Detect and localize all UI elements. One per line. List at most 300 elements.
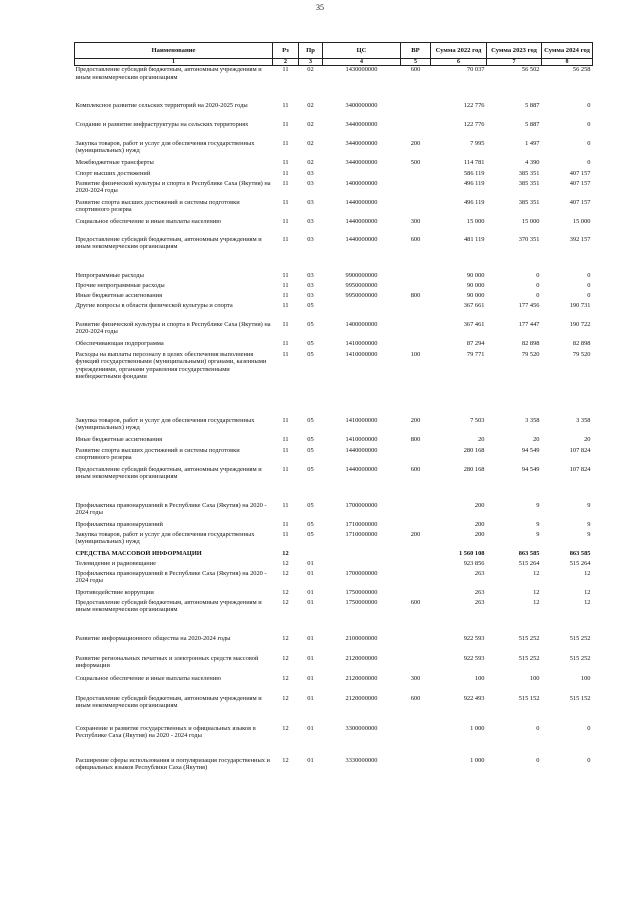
row-pr: 02 bbox=[307, 120, 314, 128]
row-name: Предоставление субсидий бюджетным, автономным учреждениям и иным некоммерческим организациям bbox=[75, 235, 262, 251]
row-sum-2022: 7 995 bbox=[470, 139, 485, 147]
row-cs: 1710000000 bbox=[345, 530, 378, 538]
row-pr: 05 bbox=[307, 501, 314, 509]
row-sum-2024: 0 bbox=[587, 120, 591, 128]
row-pr: 01 bbox=[307, 569, 314, 577]
row-sum-2024: 515 152 bbox=[569, 694, 591, 702]
table-row bbox=[75, 66, 593, 102]
row-name: Сохранение и развитие государственных и официальных языков в Республике Саха (Якутия) на 2020 - 2024 годы bbox=[75, 724, 256, 740]
row-name: Создание и развитие инфраструктуры на сельских территориях bbox=[75, 120, 249, 128]
row-name: Спорт высших достижений bbox=[75, 169, 151, 177]
table-row bbox=[75, 417, 593, 436]
column-number: 7 bbox=[487, 59, 542, 66]
row-sum-2024: 407 157 bbox=[569, 198, 591, 206]
row-sum-2022: 1 000 bbox=[470, 724, 485, 732]
table-row bbox=[75, 340, 593, 351]
row-sum-2023: 5 887 bbox=[525, 120, 540, 128]
row-sum-2022: 367 461 bbox=[463, 320, 485, 328]
row-rz: 12 bbox=[282, 588, 289, 596]
row-sum-2023: 515 252 bbox=[518, 634, 540, 642]
row-sum-2023: 82 898 bbox=[521, 339, 540, 347]
row-pr: 03 bbox=[307, 217, 314, 225]
row-cs: 9950000000 bbox=[345, 281, 378, 289]
row-pr: 03 bbox=[307, 235, 314, 243]
row-sum-2023: 385 351 bbox=[518, 169, 540, 177]
row-sum-2023: 515 152 bbox=[518, 694, 540, 702]
row-name: Прочие непрограммные расходы bbox=[75, 281, 165, 289]
row-sum-2023: 9 bbox=[536, 501, 540, 509]
row-cs: 1410000000 bbox=[345, 416, 378, 424]
table-row bbox=[75, 560, 593, 570]
row-name: Противодействие коррупции bbox=[75, 588, 154, 596]
column-number: 5 bbox=[401, 59, 431, 66]
table-row bbox=[75, 655, 593, 675]
row-sum-2023: 4 390 bbox=[525, 158, 540, 166]
row-sum-2022: 280 168 bbox=[463, 446, 485, 454]
row-vr bbox=[401, 757, 431, 783]
table-row bbox=[75, 218, 593, 236]
row-sum-2024: 100 bbox=[580, 674, 591, 682]
row-name: Расходы на выплаты персоналу в целях обеспечения выполнения функций государственными (муниципальными) органами, казенными учреждениями, органами управления государственными внебюджетными фондами bbox=[75, 350, 267, 381]
header-sum-2023: Сумма 2023 год bbox=[487, 43, 542, 59]
row-cs: 3300000000 bbox=[345, 724, 378, 732]
row-sum-2022: 922 493 bbox=[463, 694, 485, 702]
row-rz: 12 bbox=[282, 598, 289, 606]
row-sum-2023: 15 000 bbox=[521, 217, 540, 225]
row-sum-2024: 0 bbox=[587, 724, 591, 732]
row-sum-2023: 0 bbox=[536, 291, 540, 299]
row-cs: 2120000000 bbox=[345, 674, 378, 682]
row-cs: 3330000000 bbox=[345, 756, 378, 764]
row-pr: 02 bbox=[307, 158, 314, 166]
row-rz: 11 bbox=[282, 169, 289, 177]
row-rz: 11 bbox=[282, 139, 289, 147]
page-number: 35 bbox=[316, 3, 324, 12]
row-vr: 600 bbox=[410, 598, 421, 606]
column-number: 2 bbox=[273, 59, 299, 66]
row-vr: 100 bbox=[410, 350, 421, 358]
header-row bbox=[75, 43, 593, 59]
row-rz: 11 bbox=[282, 235, 289, 243]
row-pr: 03 bbox=[307, 198, 314, 206]
row-cs: 1440000000 bbox=[345, 217, 378, 225]
table-row bbox=[75, 170, 593, 180]
row-sum-2023: 0 bbox=[536, 281, 540, 289]
row-cs: 3400000000 bbox=[345, 101, 378, 109]
row-vr bbox=[401, 635, 431, 655]
row-cs: 1750000000 bbox=[345, 598, 378, 606]
row-sum-2023: 863 585 bbox=[518, 549, 540, 557]
row-vr: 500 bbox=[410, 158, 421, 166]
row-sum-2022: 922 593 bbox=[463, 654, 485, 662]
row-pr: 02 bbox=[307, 101, 314, 109]
row-sum-2023: 12 bbox=[533, 588, 540, 596]
row-vr bbox=[401, 655, 431, 675]
row-rz: 11 bbox=[282, 217, 289, 225]
row-sum-2024: 515 264 bbox=[569, 559, 591, 567]
column-number: 6 bbox=[431, 59, 487, 66]
row-sum-2024: 863 585 bbox=[569, 549, 591, 557]
row-rz: 12 bbox=[282, 634, 289, 642]
row-name: Предоставление субсидий бюджетным, автономным учреждениям и иным некоммерческим организациям bbox=[75, 598, 262, 614]
row-sum-2022: 90 000 bbox=[466, 281, 485, 289]
row-sum-2024: 12 bbox=[584, 569, 591, 577]
row-pr: 01 bbox=[307, 598, 314, 606]
row-pr: 01 bbox=[307, 674, 314, 682]
row-vr bbox=[401, 272, 431, 282]
row-pr: 05 bbox=[307, 339, 314, 347]
table-row bbox=[75, 675, 593, 695]
row-pr: 01 bbox=[307, 634, 314, 642]
row-sum-2024: 15 000 bbox=[572, 217, 591, 225]
row-pr: 01 bbox=[307, 654, 314, 662]
row-cs: 1400000000 bbox=[345, 179, 378, 187]
table-row bbox=[75, 521, 593, 531]
row-name: Межбюджетные трансферты bbox=[75, 158, 154, 166]
table-row bbox=[75, 180, 593, 199]
row-rz: 11 bbox=[282, 320, 289, 328]
row-cs: 1430000000 bbox=[345, 66, 378, 73]
row-pr: 03 bbox=[307, 291, 314, 299]
row-sum-2024: 0 bbox=[587, 271, 591, 279]
row-sum-2023: 0 bbox=[536, 271, 540, 279]
row-name: Комплексное развитие сельских территорий на 2020-2025 годы bbox=[75, 101, 248, 109]
row-sum-2024: 12 bbox=[584, 598, 591, 606]
row-cs: 2120000000 bbox=[345, 654, 378, 662]
row-name: Развитие физической культуры и спорта в Республике Саха (Якутия) на 2020-2024 годы bbox=[75, 320, 271, 336]
row-pr: 05 bbox=[307, 465, 314, 473]
budget-table bbox=[74, 42, 593, 783]
row-sum-2024: 9 bbox=[587, 501, 591, 509]
row-sum-2022: 87 294 bbox=[466, 339, 485, 347]
row-rz: 11 bbox=[282, 271, 289, 279]
row-sum-2024: 12 bbox=[584, 588, 591, 596]
row-name: СРЕДСТВА МАССОВОЙ ИНФОРМАЦИИ bbox=[75, 549, 202, 557]
table-row bbox=[75, 302, 593, 321]
row-rz: 11 bbox=[282, 350, 289, 358]
row-vr bbox=[401, 725, 431, 757]
column-number: 8 bbox=[542, 59, 593, 66]
table-row bbox=[75, 159, 593, 170]
row-pr: 03 bbox=[307, 169, 314, 177]
row-sum-2023: 12 bbox=[533, 598, 540, 606]
header-cs: ЦС bbox=[323, 43, 401, 59]
row-sum-2023: 385 351 bbox=[518, 179, 540, 187]
row-name: Расширение сферы использования и популяризация государственных и официальных языков Республики Саха (Якутия) bbox=[75, 756, 270, 772]
row-sum-2022: 200 bbox=[474, 520, 485, 528]
row-pr: 03 bbox=[307, 271, 314, 279]
row-name: Телевидение и радиовещание bbox=[75, 559, 156, 567]
row-rz: 11 bbox=[282, 66, 289, 73]
row-pr: 05 bbox=[307, 446, 314, 454]
row-sum-2022: 1 000 bbox=[470, 756, 485, 764]
row-sum-2023: 9 bbox=[536, 530, 540, 538]
row-name: Социальное обеспечение и иные выплаты населению bbox=[75, 674, 222, 682]
row-sum-2024: 0 bbox=[587, 756, 591, 764]
row-rz: 11 bbox=[282, 179, 289, 187]
row-sum-2023: 5 887 bbox=[525, 101, 540, 109]
row-pr: 03 bbox=[307, 281, 314, 289]
row-cs: 1700000000 bbox=[345, 569, 378, 577]
row-vr bbox=[401, 199, 431, 218]
row-vr bbox=[401, 447, 431, 466]
row-sum-2023: 515 264 bbox=[518, 559, 540, 567]
row-name: Профилактика правонарушений в Республике Саха (Якутия) на 2020 - 2024 годы bbox=[75, 569, 267, 585]
row-vr: 600 bbox=[410, 694, 421, 702]
row-vr: 600 bbox=[410, 465, 421, 473]
row-cs bbox=[323, 550, 401, 560]
table-row bbox=[75, 272, 593, 282]
row-sum-2024: 515 252 bbox=[569, 634, 591, 642]
row-sum-2022: 263 bbox=[474, 588, 485, 596]
row-pr: 05 bbox=[307, 301, 314, 309]
row-sum-2022: 1 560 108 bbox=[458, 549, 485, 557]
row-sum-2023: 3 358 bbox=[525, 416, 540, 424]
column-number: 1 bbox=[75, 59, 273, 66]
row-pr: 02 bbox=[307, 66, 314, 73]
row-rz: 11 bbox=[282, 465, 289, 473]
row-cs: 2100000000 bbox=[345, 634, 378, 642]
row-cs bbox=[323, 560, 401, 570]
row-rz: 11 bbox=[282, 501, 289, 509]
table-row bbox=[75, 436, 593, 447]
row-sum-2024: 190 722 bbox=[569, 320, 591, 328]
row-pr: 02 bbox=[307, 139, 314, 147]
row-cs: 1410000000 bbox=[345, 435, 378, 443]
row-pr: 01 bbox=[307, 756, 314, 764]
row-sum-2023: 370 351 bbox=[518, 235, 540, 243]
header-name: Наименование bbox=[75, 43, 273, 59]
row-sum-2022: 20 bbox=[478, 435, 485, 443]
row-sum-2022: 114 781 bbox=[463, 158, 485, 166]
header-sum-2024: Сумма 2024 год bbox=[542, 43, 593, 59]
row-rz: 11 bbox=[282, 158, 289, 166]
row-sum-2023: 385 351 bbox=[518, 198, 540, 206]
row-vr bbox=[401, 550, 431, 560]
row-rz: 12 bbox=[282, 756, 289, 764]
row-name: Развитие региональных печатных и электронных средств массовой информации bbox=[75, 654, 259, 670]
row-sum-2022: 496 119 bbox=[463, 198, 485, 206]
row-rz: 11 bbox=[282, 198, 289, 206]
row-sum-2023: 94 549 bbox=[521, 465, 540, 473]
row-sum-2022: 70 037 bbox=[466, 66, 485, 73]
row-sum-2023: 0 bbox=[536, 724, 540, 732]
row-cs: 1410000000 bbox=[345, 339, 378, 347]
row-sum-2023: 94 549 bbox=[521, 446, 540, 454]
row-sum-2023: 100 bbox=[529, 674, 540, 682]
row-sum-2023: 0 bbox=[536, 756, 540, 764]
column-number-row bbox=[75, 59, 593, 66]
table-row bbox=[75, 550, 593, 560]
row-vr: 600 bbox=[410, 235, 421, 243]
column-number: 4 bbox=[323, 59, 401, 66]
row-vr: 200 bbox=[410, 530, 421, 538]
row-sum-2023: 20 bbox=[533, 435, 540, 443]
row-pr: 05 bbox=[307, 520, 314, 528]
header-sum-2022: Сумма 2022 год bbox=[431, 43, 487, 59]
row-sum-2024: 9 bbox=[587, 530, 591, 538]
table-row bbox=[75, 351, 593, 417]
table-row bbox=[75, 725, 593, 757]
row-name: Развитие спорта высших достижений и системы подготовки спортивного резерва bbox=[75, 198, 240, 214]
row-sum-2022: 79 771 bbox=[466, 350, 485, 358]
table-row bbox=[75, 140, 593, 159]
row-rz: 11 bbox=[282, 120, 289, 128]
table-row bbox=[75, 321, 593, 340]
row-name: Социальное обеспечение и иные выплаты населению bbox=[75, 217, 222, 225]
row-vr: 300 bbox=[410, 217, 421, 225]
row-vr: 800 bbox=[410, 435, 421, 443]
row-sum-2022: 263 bbox=[474, 598, 485, 606]
row-rz: 12 bbox=[282, 654, 289, 662]
table-body bbox=[75, 66, 593, 783]
row-rz: 12 bbox=[282, 674, 289, 682]
row-vr: 300 bbox=[410, 674, 421, 682]
row-cs: 1700000000 bbox=[345, 501, 378, 509]
row-sum-2022: 200 bbox=[474, 530, 485, 538]
table-row bbox=[75, 102, 593, 121]
row-cs: 1750000000 bbox=[345, 588, 378, 596]
row-vr bbox=[401, 521, 431, 531]
row-sum-2022: 481 119 bbox=[463, 235, 485, 243]
row-vr bbox=[401, 321, 431, 340]
row-sum-2024: 407 157 bbox=[569, 169, 591, 177]
row-vr bbox=[401, 570, 431, 589]
table-row bbox=[75, 199, 593, 218]
row-name: Иные бюджетные ассигнования bbox=[75, 435, 163, 443]
row-cs: 1410000000 bbox=[345, 350, 378, 358]
row-pr: 03 bbox=[307, 179, 314, 187]
row-sum-2024: 392 157 bbox=[569, 235, 591, 243]
row-sum-2023: 79 520 bbox=[521, 350, 540, 358]
table-row bbox=[75, 282, 593, 292]
row-pr: 05 bbox=[307, 435, 314, 443]
row-rz: 11 bbox=[282, 446, 289, 454]
row-pr: 01 bbox=[307, 559, 314, 567]
row-name: Развитие спорта высших достижений и системы подготовки спортивного резерва bbox=[75, 446, 240, 462]
row-rz: 11 bbox=[282, 301, 289, 309]
row-name: Предоставление субсидий бюджетным, автономным учреждениям и иным некоммерческим организациям bbox=[75, 66, 262, 81]
row-sum-2022: 586 119 bbox=[463, 169, 485, 177]
row-sum-2024: 0 bbox=[587, 139, 591, 147]
row-cs: 1710000000 bbox=[345, 520, 378, 528]
row-sum-2022: 7 503 bbox=[470, 416, 485, 424]
row-name: Закупка товаров, работ и услуг для обеспечения государственных (муниципальных) нужд bbox=[75, 139, 255, 155]
row-sum-2023: 515 252 bbox=[518, 654, 540, 662]
row-pr: 01 bbox=[307, 588, 314, 596]
row-sum-2024: 56 258 bbox=[572, 66, 591, 73]
row-sum-2023: 1 497 bbox=[525, 139, 540, 147]
row-sum-2022: 496 119 bbox=[463, 179, 485, 187]
row-vr bbox=[401, 170, 431, 180]
row-sum-2024: 0 bbox=[587, 101, 591, 109]
row-sum-2023: 56 502 bbox=[521, 66, 540, 73]
row-vr bbox=[401, 282, 431, 292]
header-rz: Рз bbox=[273, 43, 299, 59]
row-vr: 600 bbox=[410, 66, 421, 73]
row-sum-2024: 20 bbox=[584, 435, 591, 443]
row-sum-2022: 122 776 bbox=[463, 101, 485, 109]
row-cs: 3440000000 bbox=[345, 158, 378, 166]
row-sum-2024: 515 252 bbox=[569, 654, 591, 662]
row-pr: 05 bbox=[307, 416, 314, 424]
row-vr: 200 bbox=[410, 139, 421, 147]
row-cs: 3440000000 bbox=[345, 120, 378, 128]
row-rz: 12 bbox=[282, 569, 289, 577]
row-rz: 12 bbox=[282, 559, 289, 567]
row-sum-2022: 90 000 bbox=[466, 271, 485, 279]
row-sum-2024: 0 bbox=[587, 158, 591, 166]
row-sum-2022: 367 661 bbox=[463, 301, 485, 309]
row-sum-2024: 9 bbox=[587, 520, 591, 528]
row-sum-2024: 79 520 bbox=[572, 350, 591, 358]
table-row bbox=[75, 531, 593, 550]
column-number: 3 bbox=[299, 59, 323, 66]
table-row bbox=[75, 570, 593, 589]
row-sum-2022: 90 000 bbox=[466, 291, 485, 299]
row-rz: 12 bbox=[282, 724, 289, 732]
row-sum-2024: 107 824 bbox=[569, 465, 591, 473]
row-rz: 11 bbox=[282, 530, 289, 538]
table-row bbox=[75, 695, 593, 725]
row-rz: 12 bbox=[282, 549, 289, 557]
row-rz: 11 bbox=[282, 520, 289, 528]
row-sum-2022: 923 856 bbox=[463, 559, 485, 567]
row-vr bbox=[401, 302, 431, 321]
row-sum-2024: 82 898 bbox=[572, 339, 591, 347]
row-cs: 1440000000 bbox=[345, 465, 378, 473]
row-name: Другие вопросы в области физической культуры и спорта bbox=[75, 301, 233, 309]
row-rz: 11 bbox=[282, 416, 289, 424]
row-rz: 11 bbox=[282, 101, 289, 109]
row-sum-2022: 280 168 bbox=[463, 465, 485, 473]
row-sum-2023: 177 447 bbox=[518, 320, 540, 328]
row-vr bbox=[401, 121, 431, 140]
row-vr: 800 bbox=[410, 291, 421, 299]
table-row bbox=[75, 236, 593, 272]
row-sum-2024: 3 358 bbox=[576, 416, 591, 424]
row-name: Закупка товаров, работ и услуг для обеспечения государственных (муниципальных) нужд bbox=[75, 416, 255, 432]
row-vr bbox=[401, 589, 431, 599]
row-pr: 05 bbox=[307, 530, 314, 538]
row-cs: 3440000000 bbox=[345, 139, 378, 147]
row-pr: 05 bbox=[307, 350, 314, 358]
row-rz: 11 bbox=[282, 281, 289, 289]
table-row bbox=[75, 292, 593, 302]
row-pr: 01 bbox=[307, 724, 314, 732]
row-cs: 1440000000 bbox=[345, 198, 378, 206]
row-vr bbox=[401, 560, 431, 570]
row-rz: 11 bbox=[282, 291, 289, 299]
row-sum-2022: 122 776 bbox=[463, 120, 485, 128]
header-pr: Пр bbox=[299, 43, 323, 59]
row-pr: 01 bbox=[307, 694, 314, 702]
row-sum-2022: 100 bbox=[474, 674, 485, 682]
row-rz: 12 bbox=[282, 694, 289, 702]
row-cs: 2120000000 bbox=[345, 694, 378, 702]
row-pr: 05 bbox=[307, 320, 314, 328]
table-row bbox=[75, 757, 593, 783]
row-sum-2022: 200 bbox=[474, 501, 485, 509]
table-row bbox=[75, 589, 593, 599]
row-vr: 200 bbox=[410, 416, 421, 424]
row-vr bbox=[401, 502, 431, 521]
table-row bbox=[75, 121, 593, 140]
table-row bbox=[75, 466, 593, 502]
row-name: Обеспечивающая подпрограмма bbox=[75, 339, 164, 347]
row-name: Развитие физической культуры и спорта в Республике Саха (Якутия) на 2020-2024 годы bbox=[75, 179, 271, 195]
row-sum-2023: 12 bbox=[533, 569, 540, 577]
